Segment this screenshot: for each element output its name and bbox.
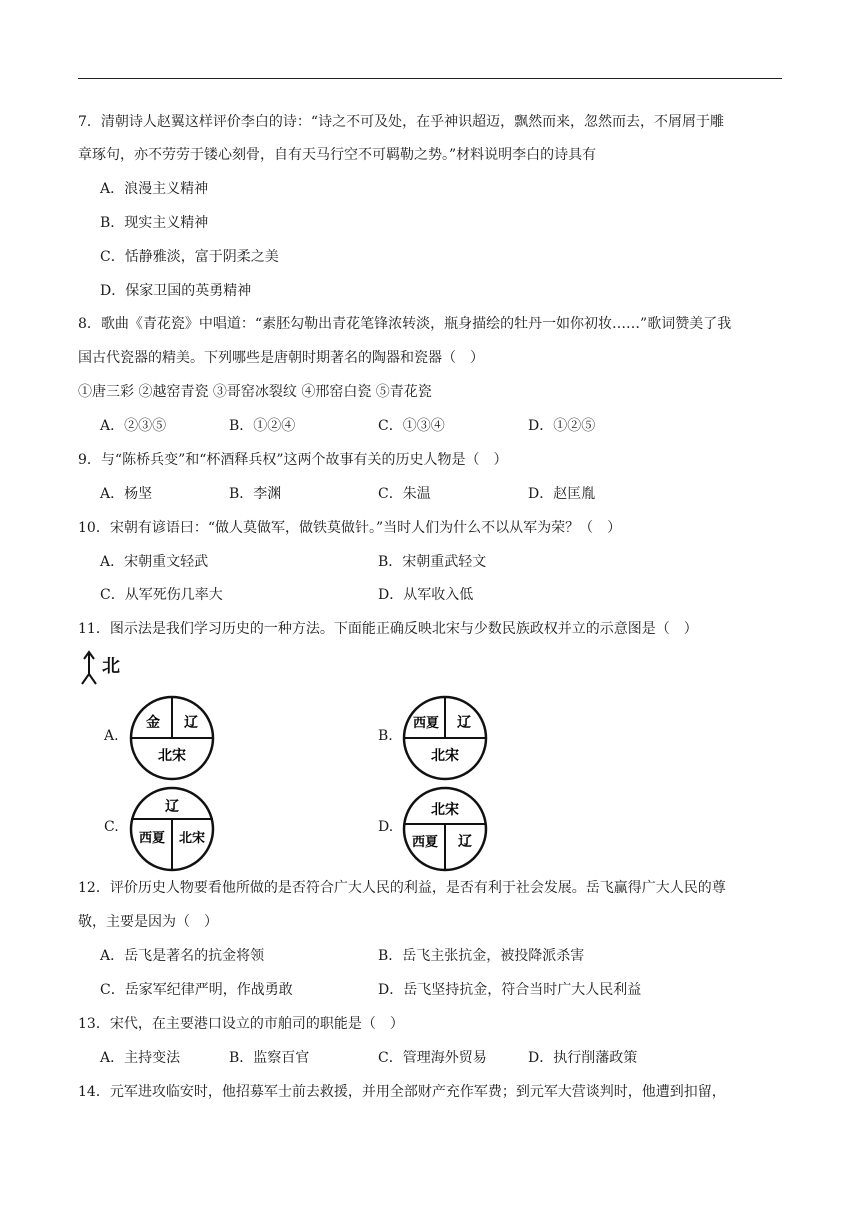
q7-stem-line2: 章琢句，亦不劳劳于镂心刻骨，自有天马行空不可羁勒之势。”材料说明李白的诗具有 (78, 147, 597, 163)
q12-option-d[interactable]: D．岳飞坚持抗金，符合当时广大人民利益 (378, 982, 642, 998)
q9-option-c[interactable]: C．朱温 (378, 486, 431, 502)
q12-option-b[interactable]: B．岳飞主张抗金，被投降派杀害 (378, 948, 585, 964)
q13-option-a[interactable]: A．主持变法 (100, 1050, 181, 1066)
q7-option-a[interactable]: A．浪漫主义精神 (100, 181, 209, 197)
q11b-top-right: 辽 (457, 715, 471, 731)
q11c-bottom-right: 北宋 (178, 831, 206, 846)
q11d-bottom-right: 辽 (458, 834, 472, 850)
north-arrow-icon (80, 648, 120, 688)
q13-stem: 13．宋代，在主要港口设立的市舶司的职能是（ ） (78, 1016, 404, 1032)
q11-option-c-label[interactable]: C. (104, 819, 119, 835)
q11c-top: 辽 (165, 799, 179, 815)
q11b-bottom: 北宋 (431, 748, 459, 764)
q11a-top-right: 辽 (184, 715, 198, 731)
q12-stem-line1: 12．评价历史人物要看他所做的是否符合广大人民的利益，是否有利于社会发展。岳飞赢得广大人民的尊 (78, 880, 726, 896)
q8-option-b[interactable]: B．①②④ (229, 418, 296, 434)
q10-option-a[interactable]: A．宋朝重文轻武 (100, 554, 209, 570)
q8-stem-line2: 国古代瓷器的精美。下列哪些是唐朝时期著名的陶器和瓷器（ ） (78, 350, 484, 366)
q8-option-a[interactable]: A．②③⑤ (100, 418, 167, 434)
q9-option-d[interactable]: D．赵匡胤 (528, 486, 596, 502)
q11-option-b-diagram[interactable] (402, 695, 488, 781)
q10-option-b[interactable]: B．宋朝重武轻文 (378, 554, 487, 570)
q12-option-a[interactable]: A．岳飞是著名的抗金将领 (100, 948, 265, 964)
q10-stem: 10．宋朝有谚语曰：“做人莫做军，做铁莫做针。”当时人们为什么不以从军为荣？（ ） (78, 520, 622, 536)
q8-option-d[interactable]: D．①②⑤ (528, 418, 596, 434)
q7-option-b[interactable]: B．现实主义精神 (100, 215, 209, 231)
q9-stem: 9．与“陈桥兵变”和“杯酒释兵权”这两个故事有关的历史人物是（ ） (78, 452, 508, 468)
q11a-bottom: 北宋 (158, 748, 186, 764)
q11d-top: 北宋 (431, 802, 459, 818)
q11c-bottom-left: 西夏 (138, 831, 166, 846)
q12-option-c[interactable]: C．岳家军纪律严明，作战勇敢 (100, 982, 293, 998)
q7-stem-line1: 7．清朝诗人赵翼这样评价李白的诗：“诗之不可及处，在乎神识超迈，飘然而来，忽然而去，不屑屑于雕 (78, 114, 725, 130)
q12-stem-line2: 敬，主要是因为（ ） (78, 914, 218, 930)
q8-stem-line1: 8．歌曲《青花瓷》中唱道：“素胚勾勒出青花笔锋浓转淡，瓶身描绘的牡丹一如你初妆……”歌词赞美了我 (78, 316, 732, 332)
q10-option-d[interactable]: D．从军收入低 (378, 587, 474, 603)
q8-items: ①唐三彩 ②越窑青瓷 ③哥窑冰裂纹 ④邢窑白瓷 ⑤青花瓷 (78, 384, 432, 400)
q11a-top-left: 金 (146, 715, 160, 731)
q13-option-c[interactable]: C．管理海外贸易 (378, 1050, 487, 1066)
q13-option-d[interactable]: D．执行削藩政策 (528, 1050, 638, 1066)
q7-option-c[interactable]: C．恬静雅淡，富于阴柔之美 (100, 249, 279, 265)
q13-option-b[interactable]: B．监察百官 (229, 1050, 310, 1066)
q11-option-a-label[interactable]: A. (104, 728, 119, 744)
q11b-top-left: 西夏 (412, 716, 440, 731)
q10-option-c[interactable]: C．从军死伤几率大 (100, 587, 223, 603)
q11-option-d-label[interactable]: D. (378, 819, 394, 835)
q14-stem-line1: 14．元军进攻临安时，他招募军士前去救援，并用全部财产充作军费；到元军大营谈判时，他遭到扣留， (78, 1084, 726, 1100)
q8-option-c[interactable]: C．①③④ (378, 418, 445, 434)
q7-option-d[interactable]: D．保家卫国的英勇精神 (100, 283, 252, 299)
q9-option-b[interactable]: B．李渊 (229, 486, 282, 502)
north-label: 北 (102, 656, 120, 677)
q11-option-c-diagram[interactable] (129, 786, 215, 872)
q11-stem: 11．图示法是我们学习历史的一种方法。下面能正确反映北宋与少数民族政权并立的示意图是（ ） (78, 621, 698, 637)
q11-option-a-diagram[interactable] (129, 695, 215, 781)
q11-option-d-diagram[interactable] (402, 786, 488, 872)
q11d-bottom-left: 西夏 (411, 835, 439, 850)
q11-option-b-label[interactable]: B. (378, 728, 393, 744)
q9-option-a[interactable]: A．杨坚 (100, 486, 153, 502)
header-rule (78, 78, 782, 79)
